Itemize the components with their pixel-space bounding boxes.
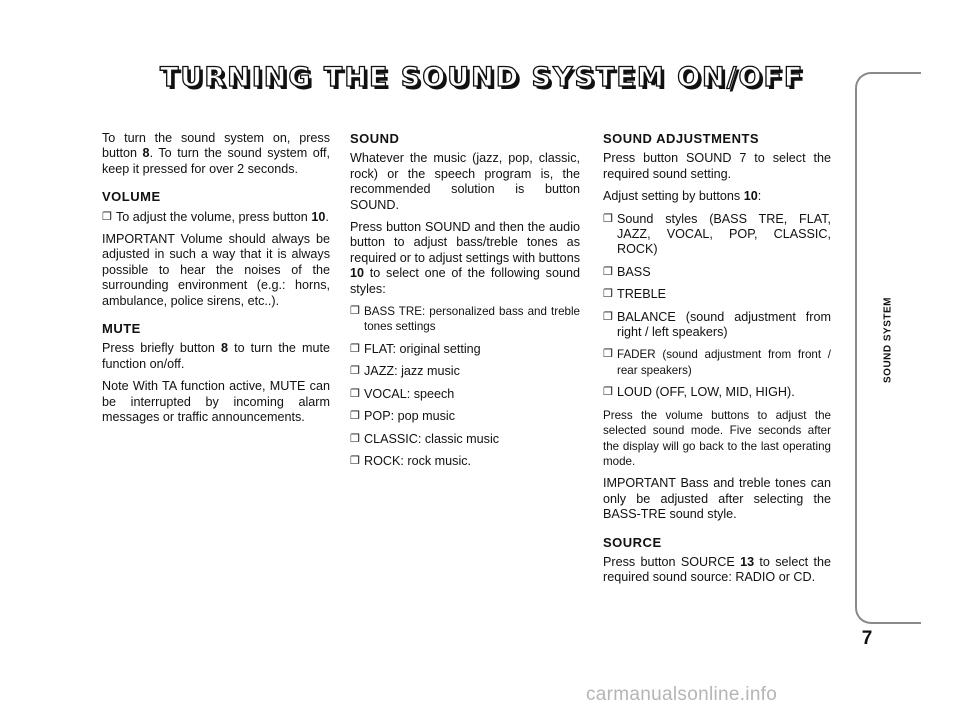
page-title: TURNING THE SOUND SYSTEM ON/OFF (160, 62, 805, 93)
checkbox-bullet-icon: ❐ (350, 387, 360, 400)
checkbox-bullet-icon: ❐ (350, 454, 360, 467)
checkbox-bullet-icon: ❐ (603, 348, 613, 361)
style-item: ❐ CLASSIC: classic music (350, 431, 500, 446)
mute-heading: MUTE (102, 321, 141, 337)
checkbox-bullet-icon: ❐ (603, 288, 613, 301)
adjustment-item: ❐ BALANCE (sound adjustment from right / left speakers) (603, 309, 831, 340)
intro-paragraph: To turn the sound system on, press button 8. To turn the sound system off, keep it pressed for over 2 seconds. (102, 131, 330, 176)
sound-instructions: Press button SOUND and then the audio button to adjust bass/treble tones as required or to adjust settings with buttons 10 to select one of the following sound styles: (350, 220, 580, 296)
checkbox-bullet-icon: ❐ (350, 410, 360, 423)
checkbox-bullet-icon: ❐ (603, 386, 613, 399)
checkbox-bullet-icon: ❐ (603, 310, 613, 323)
page-number: 7 (861, 628, 873, 649)
checkbox-bullet-icon: ❐ (350, 432, 360, 445)
style-item: ❐ VOCAL: speech (350, 386, 455, 401)
checkbox-bullet-icon: ❐ (603, 265, 613, 278)
checkbox-bullet-icon: ❐ (603, 212, 613, 225)
adjustment-item: ❐ TREBLE (603, 287, 666, 302)
sound-intro: Whatever the music (jazz, pop, classic, rock) or the speech program is, the recommended solution is button SOUND. (350, 151, 580, 212)
checkbox-bullet-icon: ❐ (350, 305, 360, 318)
column-middle (350, 131, 580, 476)
sound-heading: SOUND (350, 131, 400, 146)
adjustments-intro: Press button SOUND 7 to select the required sound setting. (603, 151, 831, 181)
adjustment-item: ❐ LOUD (OFF, LOW, MID, HIGH). (603, 385, 795, 400)
sound-adjustments-heading: SOUND ADJUSTMENTS (603, 131, 760, 146)
adjustments-buttons: Adjust setting by buttons 10: (603, 189, 762, 204)
volume-bullet: ❐ To adjust the volume, press button 10. (102, 209, 329, 224)
adjustment-item: ❐ Sound styles (BASS TRE, FLAT, JAZZ, VOCAL, POP, CLASSIC, ROCK) (603, 211, 831, 257)
checkbox-bullet-icon: ❐ (350, 365, 360, 378)
volume-heading: VOLUME (102, 189, 161, 205)
checkbox-bullet-icon: ❐ (350, 342, 360, 355)
mute-paragraph: Press briefly button 8 to turn the mute function on/off. (102, 341, 330, 371)
adjustment-item: ❐ FADER (sound adjustment from front / rear speakers) (603, 348, 831, 377)
style-item: ❐ ROCK: rock music. (350, 453, 472, 468)
mute-note: Note With TA function active, MUTE can be interrupted by incoming alarm messages or traffic announcements. (102, 379, 330, 425)
style-item: ❐ FLAT: original setting (350, 341, 481, 356)
style-item: ❐ JAZZ: jazz music (350, 364, 460, 379)
column-left (102, 131, 330, 433)
adjustments-important: IMPORTANT Bass and treble tones can only be adjusted after selecting the BASS-TRE sound style. (603, 476, 831, 522)
source-paragraph: Press button SOURCE 13 to select the required sound source: RADIO or CD. (603, 554, 831, 585)
section-label: SOUND SYSTEM (882, 296, 894, 384)
checkbox-bullet-icon: ❐ (102, 210, 112, 223)
style-item: ❐ POP: pop music (350, 409, 455, 424)
adjustment-item: ❐ BASS (603, 264, 651, 279)
watermark: carmanualsonline.info (586, 684, 778, 705)
style-item: ❐ BASS TRE: personalized bass and treble tones settings (350, 305, 580, 334)
adjustments-note: Press the volume buttons to adjust the selected sound mode. Five seconds after the display will go back to the last operating mode. (603, 408, 831, 468)
column-right (603, 131, 831, 593)
source-heading: SOURCE (603, 534, 662, 550)
volume-important: IMPORTANT Volume should always be adjusted in such a way that it is always possible to hear the noises of the surrounding environment (e.g.: horns, ambulance, police sirens, etc..). (102, 232, 330, 308)
